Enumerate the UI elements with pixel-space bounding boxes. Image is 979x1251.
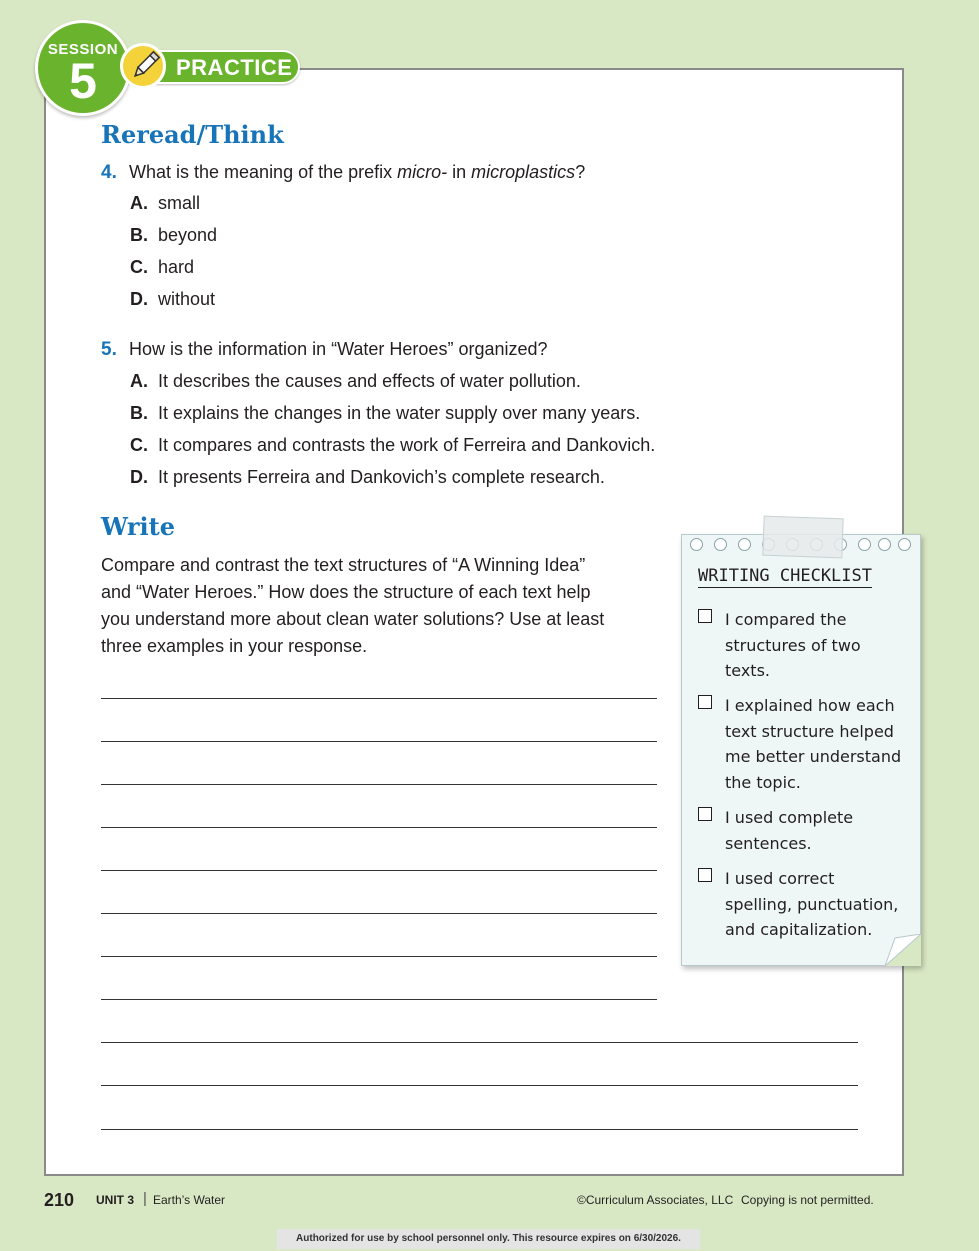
writing-line[interactable] bbox=[101, 913, 657, 914]
reread-heading: Reread/Think bbox=[101, 120, 284, 149]
page-number: 210 bbox=[44, 1190, 75, 1210]
q5-option-b[interactable] bbox=[130, 403, 640, 424]
binder-hole bbox=[878, 538, 891, 551]
binder-hole bbox=[858, 538, 871, 551]
option-text: It describes the causes and effects of water pollution. bbox=[158, 371, 581, 391]
checklist-line: spelling, punctuation, bbox=[725, 894, 899, 914]
unit-label: UNIT 3 bbox=[96, 1193, 135, 1207]
unit-title: Earth’s Water bbox=[153, 1193, 226, 1207]
checklist-line: I used complete bbox=[725, 808, 854, 827]
question-4 bbox=[101, 162, 585, 184]
option-letter: D. bbox=[130, 289, 148, 309]
option-text: small bbox=[158, 193, 201, 213]
option-letter: C. bbox=[130, 257, 148, 277]
question-text: microplastics bbox=[471, 162, 576, 182]
writing-line[interactable] bbox=[101, 1129, 858, 1130]
writing-line[interactable] bbox=[101, 1042, 858, 1043]
checklist-line: texts. bbox=[725, 661, 770, 680]
option-letter: B. bbox=[130, 403, 148, 423]
checklist-line: structures of two bbox=[725, 635, 861, 655]
page-curl-icon bbox=[885, 934, 921, 966]
question-number: 4. bbox=[101, 162, 117, 183]
writing-line[interactable] bbox=[101, 698, 657, 699]
practice-label: PRACTICE bbox=[176, 55, 293, 80]
checklist-line: text structure helped bbox=[725, 721, 894, 741]
session-badge bbox=[35, 20, 131, 116]
option-text: It presents Ferreira and Dankovich’s complete research. bbox=[158, 467, 605, 487]
checklist-item-text bbox=[725, 607, 915, 684]
prompt-line: three examples in your response. bbox=[101, 636, 368, 656]
q5-option-c[interactable] bbox=[130, 435, 655, 456]
q4-option-d[interactable] bbox=[130, 289, 215, 310]
write-heading: Write bbox=[101, 512, 175, 541]
checklist-item-text bbox=[725, 805, 915, 856]
session-label: SESSION bbox=[47, 41, 119, 58]
option-text: beyond bbox=[158, 225, 218, 245]
tape-strip bbox=[762, 516, 843, 559]
prompt-line: and “Water Heroes.” How does the structure of each text help bbox=[101, 582, 591, 602]
writing-line[interactable] bbox=[101, 784, 657, 785]
session-number: 5 bbox=[69, 53, 97, 109]
binder-hole bbox=[714, 538, 727, 551]
checklist-line: and capitalization. bbox=[725, 920, 873, 939]
binder-hole bbox=[738, 538, 751, 551]
checklist-line: me better understand bbox=[725, 747, 902, 766]
checkbox[interactable] bbox=[698, 609, 712, 623]
authorization-banner: Authorized for use by school personnel only. This resource expires on 6/30/2026. bbox=[277, 1229, 700, 1249]
option-text: It compares and contrasts the work of Ferreira and Dankovich. bbox=[158, 435, 656, 455]
q4-option-a[interactable] bbox=[130, 193, 200, 214]
checkbox[interactable] bbox=[698, 807, 712, 821]
checkbox[interactable] bbox=[698, 868, 712, 882]
option-letter: C. bbox=[130, 435, 148, 455]
binder-hole bbox=[690, 538, 703, 551]
option-letter: A. bbox=[130, 193, 148, 213]
writing-line[interactable] bbox=[101, 870, 657, 871]
question-5 bbox=[101, 339, 548, 361]
copy-notice: Copying is not permitted. bbox=[741, 1193, 874, 1207]
write-prompt bbox=[101, 552, 641, 660]
question-number: 5. bbox=[101, 339, 117, 360]
pencil-icon bbox=[120, 43, 166, 89]
checklist-line: I used correct bbox=[725, 869, 835, 888]
q4-option-b[interactable] bbox=[130, 225, 217, 246]
footer-divider: | bbox=[143, 1190, 147, 1207]
checklist-line: sentences. bbox=[725, 833, 812, 853]
question-text: What is the meaning of the prefix bbox=[129, 162, 398, 182]
option-letter: A. bbox=[130, 371, 148, 391]
checklist-title: WRITING CHECKLIST bbox=[698, 566, 872, 586]
question-text: ? bbox=[575, 162, 586, 182]
q5-option-d[interactable] bbox=[130, 467, 605, 488]
question-text: How is the information in “Water Heroes” organized? bbox=[129, 339, 548, 359]
writing-line[interactable] bbox=[101, 999, 657, 1000]
binder-hole bbox=[898, 538, 911, 551]
prompt-line: Compare and contrast the text structures of “A Winning Idea” bbox=[101, 555, 586, 575]
question-text: micro- bbox=[397, 162, 448, 182]
checklist-line: I compared the bbox=[725, 610, 847, 629]
option-text: It explains the changes in the water supply over many years. bbox=[158, 403, 641, 423]
checkbox[interactable] bbox=[698, 695, 712, 709]
writing-line[interactable] bbox=[101, 1085, 858, 1086]
checklist-item-text bbox=[725, 693, 915, 795]
checklist-line: the topic. bbox=[725, 772, 801, 792]
option-letter: D. bbox=[130, 467, 148, 487]
q4-option-c[interactable] bbox=[130, 257, 194, 278]
question-text: in bbox=[447, 162, 472, 182]
option-text: hard bbox=[158, 257, 195, 277]
writing-line[interactable] bbox=[101, 741, 657, 742]
copyright: ©Curriculum Associates, LLC bbox=[577, 1193, 734, 1207]
checklist-item-text bbox=[725, 866, 915, 943]
option-letter: B. bbox=[130, 225, 148, 245]
writing-line[interactable] bbox=[101, 956, 657, 957]
writing-line[interactable] bbox=[101, 827, 657, 828]
prompt-line: you understand more about clean water solutions? Use at least bbox=[101, 609, 605, 629]
option-text: without bbox=[158, 289, 216, 309]
checklist-line: I explained how each bbox=[725, 696, 895, 715]
q5-option-a[interactable] bbox=[130, 371, 581, 392]
